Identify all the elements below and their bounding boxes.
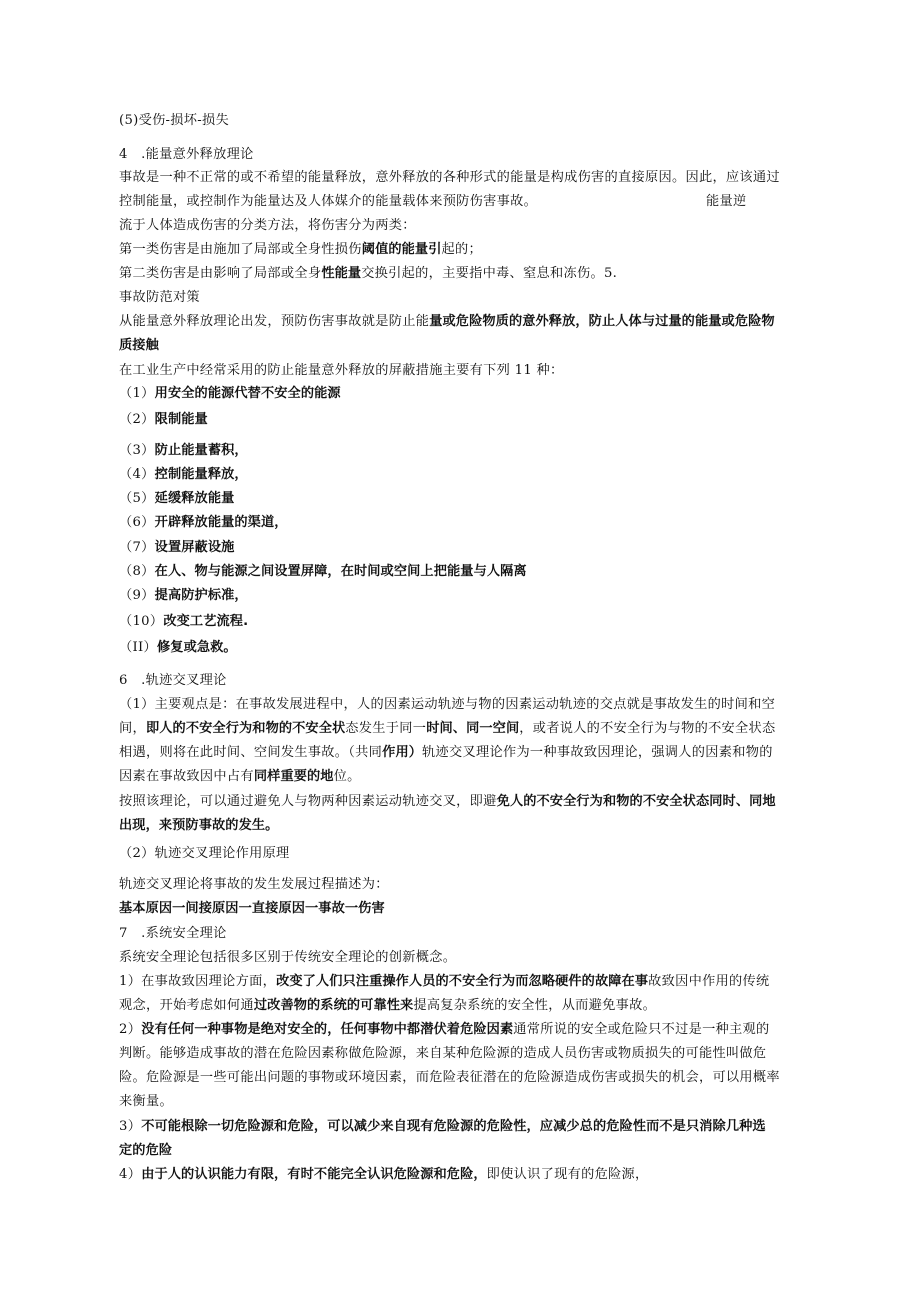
paragraph-line: 质接触 [119, 338, 159, 353]
list-item: （8）在人、物与能源之间设置屏障，在时间或空间上把能量与人隔离 [119, 564, 527, 579]
list-item: （1）用安全的能源代替不安全的能源 [119, 386, 341, 401]
paragraph-line: 在工业生产中经常采用的防止能量意外释放的屏蔽措施主要有下列 11 种： [119, 363, 564, 378]
paragraph-line: 第二类伤害是由影响了局部或全身性能量交换引起的，主要指中毒、窒息和冻伤。5. [119, 266, 618, 281]
list-item: （2）限制能量 [119, 412, 208, 427]
paragraph-line: 相遇，则将在此时间、空间发生事故。（共同作用）轨迹交叉理论作为一种事故致因理论，强调人的因素和物的 [119, 745, 773, 760]
paragraph-line: 2）没有任何一种事物是绝对安全的，任何事物中都潜伏着危险因素通常所说的安全或危险只不过是一种主观的 [119, 1022, 770, 1037]
list-item: （6）开辟释放能量的渠道， [119, 515, 288, 530]
paragraph-line: 轨迹交叉理论将事故的发生发展过程描述为： [119, 877, 389, 892]
paragraph-line: 控制能量，或控制作为能量达及人体媒介的能量载体来预防伤害事故。 [119, 194, 538, 209]
list-item: （II）修复或急救。 [119, 640, 237, 655]
section-heading-energy-release-theory: 4 .能量意外释放理论 [119, 147, 254, 162]
paragraph-line: 定的危险 [119, 1143, 173, 1158]
paragraph-line: 观念，开始考虑如何通过改善物的系统的可靠性来提高复杂系统的安全性，从而避免事故。 [119, 998, 657, 1013]
list-item: （7）设置屏蔽设施 [119, 540, 235, 555]
list-item: （9）提高防护标准， [119, 588, 248, 603]
section-heading-trajectory-intersection: 6 .轨迹交叉理论 [119, 673, 227, 688]
paragraph-line: 系统安全理论包括很多区别于传统安全理论的创新概念。 [119, 950, 457, 965]
list-item-5-injury-damage-loss: (5)受伤-损坏-损失 [119, 113, 230, 128]
paragraph-line: 第一类伤害是由施加了局部或全身性损伤阈值的能量引起的； [119, 242, 482, 257]
paragraph-line: 间，即人的不安全行为和物的不安全状态发生于同一时间、同一空间，或者说人的不安全行为与物的不安全状态 [119, 721, 776, 736]
paragraph-line: （1）主要观点是：在事故发展进程中，人的因素运动轨迹与物的因素运动轨迹的交点就是事故发生的时间和空 [119, 697, 776, 712]
sub-heading: （2）轨迹交叉理论作用原理 [119, 846, 290, 861]
paragraph-line: 3）不可能根除一切危险源和危险，可以减少来自现有危险源的危险性，应减少总的危险性而不是只消除几种选 [119, 1119, 766, 1134]
section-heading-system-safety: 7 .系统安全理论 [119, 926, 227, 941]
paragraph-line: 从能量意外释放理论出发，预防伤害事故就是防止能量或危险物质的意外释放，防止人体与过量的能量或危险物 [119, 314, 775, 329]
list-item: （5）延缓释放能量 [119, 491, 235, 506]
paragraph-line-fragment: 能量逆 [706, 194, 747, 209]
section-heading-accident-prevention: 事故防范对策 [119, 290, 200, 305]
paragraph-line: 出现，来预防事故的发生。 [119, 818, 279, 833]
list-item: （4）控制能量释放， [119, 467, 248, 482]
paragraph-line: 1）在事故致因理论方面，改变了人们只注重操作人员的不安全行为而忽略硬件的故障在事故致因中作用的传统 [119, 974, 770, 989]
list-item: （10）改变工艺流程. [119, 614, 249, 629]
list-item: （3）防止能量蓄积， [119, 443, 248, 458]
paragraph-line: 险。危险源是一些可能出问题的事物或环境因素，而危险表征潜在的危险源造成伤害或损失的机会，可以用概率 [119, 1070, 780, 1085]
paragraph-line: 按照该理论，可以通过避免人与物两种因素运动轨迹交叉，即避免人的不安全行为和物的不安全状态同时、同地 [119, 794, 776, 809]
causal-chain: 基本原因一间接原因一直接原因一事故一伤害 [119, 901, 385, 916]
paragraph-line: 判断。能够造成事故的潜在危险因素称做危险源，来自某种危险源的造成人员伤害或物质损失的可能性叫做危 [119, 1046, 767, 1061]
paragraph-line: 因素在事故致因中占有同样重要的地位。 [119, 769, 361, 784]
paragraph-line: 来衡量。 [119, 1094, 173, 1109]
paragraph-line: 流于人体造成伤害的分类方法，将伤害分为两类： [119, 218, 416, 233]
paragraph-line: 事故是一种不正常的或不希望的能量释放，意外释放的各种形式的能量是构成伤害的直接原因。因此，应该通过 [119, 170, 780, 185]
paragraph-line: 4）由于人的认识能力有限，有时不能完全认识危险源和危险，即使认识了现有的危险源， [119, 1167, 649, 1182]
